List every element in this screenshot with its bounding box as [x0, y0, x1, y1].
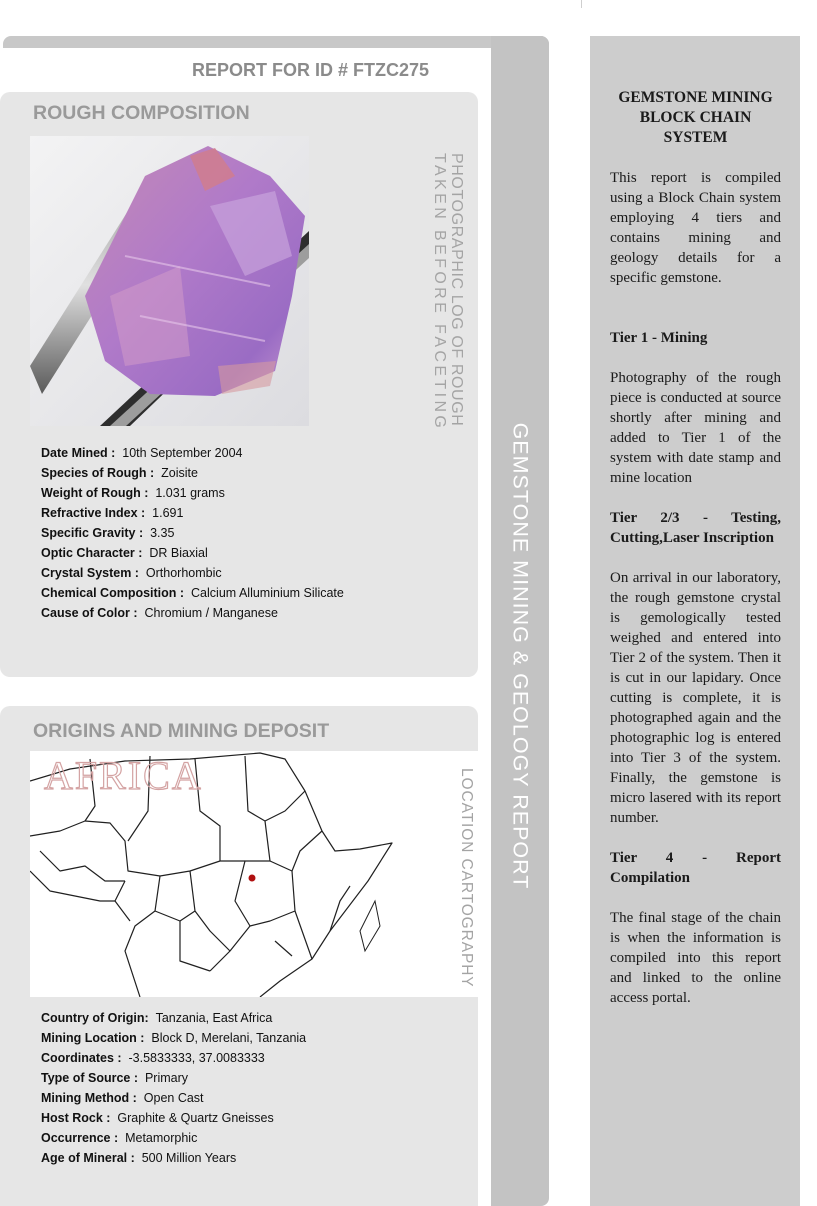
report-id-heading: REPORT FOR ID # FTZC275 — [192, 60, 430, 80]
field-mining-method: Mining Method : Open Cast — [41, 1091, 204, 1105]
tier1-heading: Tier 1 - Mining — [610, 330, 708, 346]
field-cause-of-color: Cause of Color : Chromium / Manganese — [41, 606, 278, 620]
blockchain-sidebar — [590, 36, 800, 1206]
origins-title: ORIGINS AND MINING DEPOSIT — [33, 720, 330, 742]
map-caption: LOCATION CARTOGRAPHY — [458, 768, 475, 988]
map-region-label: AFRICA — [44, 753, 203, 798]
tier23-heading: Tier 2/3 - Testing, Cutting,Laser Inscription — [610, 510, 781, 546]
field-optic-character: Optic Character : DR Biaxial — [41, 546, 208, 560]
rough-composition-title: ROUGH COMPOSITION — [33, 102, 250, 124]
field-chemical-composition: Chemical Composition : Calcium Alluminium Silicate — [41, 586, 344, 600]
sidebar-content — [610, 88, 781, 1028]
report-card-top-band — [3, 36, 549, 48]
field-coordinates: Coordinates : -3.5833333, 37.0083333 — [41, 1051, 265, 1065]
field-refractive-index: Refractive Index : 1.691 — [41, 506, 184, 520]
field-country-of-origin: Country of Origin: Tanzania, East Africa — [41, 1011, 273, 1025]
tier4-text: The final stage of the chain is when the information is compiled into this report and linked to the online access portal. — [610, 910, 781, 1006]
field-crystal-system: Crystal System : Orthorhombic — [41, 566, 222, 580]
field-age-of-mineral: Age of Mineral : 500 Million Years — [41, 1151, 237, 1165]
map-image — [30, 751, 478, 997]
sidebar-title: GEMSTONE MINING BLOCK CHAIN SYSTEM — [618, 89, 773, 146]
field-specific-gravity: Specific Gravity : 3.35 — [41, 526, 175, 540]
field-mining-location: Mining Location : Block D, Merelani, Tanzania — [41, 1031, 307, 1045]
rough-gemstone-photo — [30, 136, 309, 426]
africa-map — [30, 751, 478, 997]
field-occurrence: Occurrence : Metamorphic — [41, 1131, 198, 1145]
spine-label-container — [491, 36, 549, 1206]
field-species: Species of Rough : Zoisite — [41, 466, 198, 480]
spine-label: GEMSTONE MINING & GEOLOGY REPORT — [508, 422, 533, 890]
field-type-of-source: Type of Source : Primary — [41, 1071, 189, 1085]
tier1-text: Photography of the rough piece is conducted at source shortly after mining and added to Tier 1 of the system with date stamp and mine location — [610, 370, 781, 486]
tier4-heading: Tier 4 - Report Compilation — [610, 850, 781, 886]
photo-caption-line1: PHOTOGRAPHIC LOG OF ROUGH — [448, 153, 465, 427]
gemstone-image — [30, 136, 309, 426]
photo-caption-line2: TAKEN BEFORE FACETING — [431, 153, 448, 432]
field-date-mined: Date Mined : 10th September 2004 — [41, 446, 243, 460]
sidebar-intro: This report is compiled using a Block Chain system employing 4 tiers and contains mining and geology details for a specific gemstone. — [610, 170, 781, 286]
mine-location-marker — [249, 875, 256, 882]
top-divider-tick — [581, 0, 582, 8]
tier23-text: On arrival in our laboratory, the rough gemstone crystal is gemologically tested weighed and entered into Tier 2 of the system. Then it is cut in our lapidary. Once cutting is complete, it is photographed again and the photographic log is entered into Tier 3 of the system. Finally, the gemstone is micro lasered with its report number. — [610, 570, 781, 826]
field-host-rock: Host Rock : Graphite & Quartz Gneisses — [41, 1111, 274, 1125]
field-weight: Weight of Rough : 1.031 grams — [41, 486, 225, 500]
